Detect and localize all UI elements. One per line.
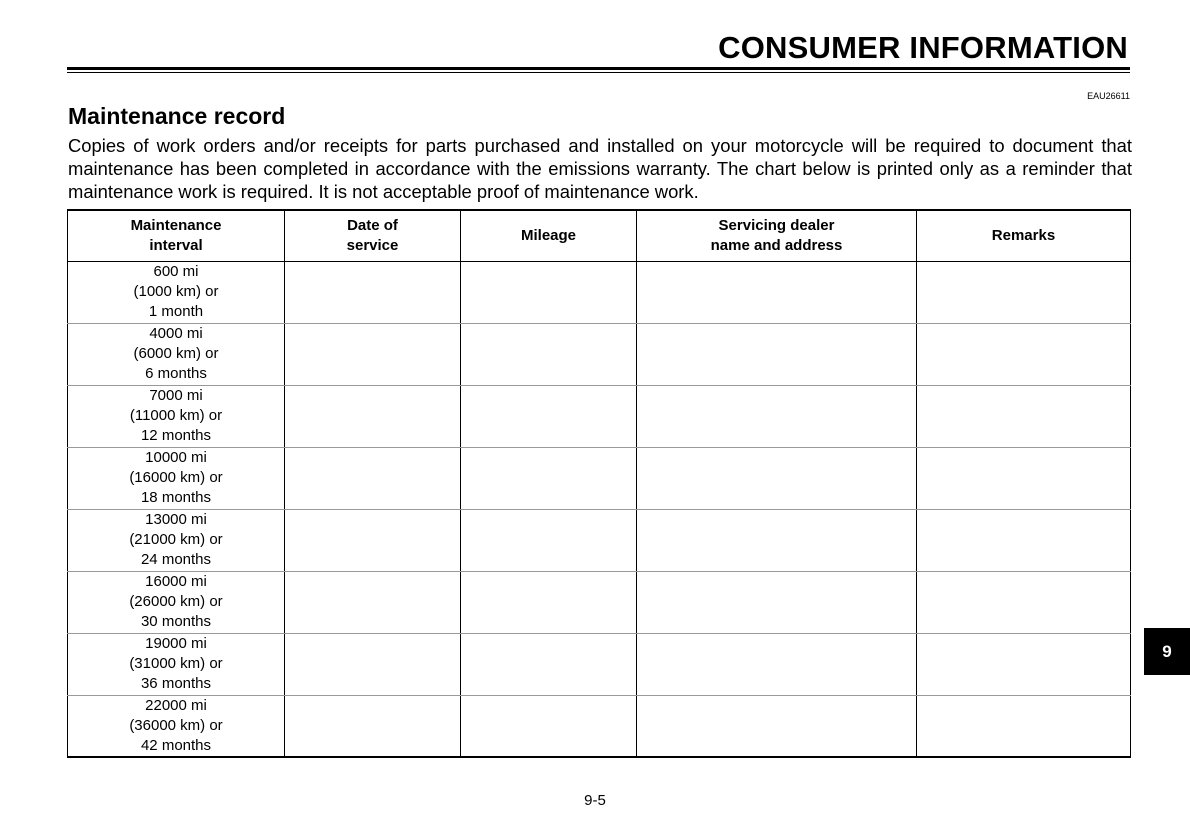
cell-date-of-service[interactable]: [285, 261, 461, 323]
header-rule-thin: [67, 72, 1130, 73]
interval-line: 13000 mi: [145, 511, 207, 528]
interval-line: (21000 km) or: [129, 531, 223, 548]
interval-line: (1000 km) or: [133, 283, 219, 300]
cell-mileage[interactable]: [461, 633, 637, 695]
interval-line: 1 month: [148, 303, 204, 320]
table-row: [68, 509, 1131, 571]
cell-maintenance-interval: [68, 261, 285, 323]
cell-mileage[interactable]: [461, 385, 637, 447]
column-header-servicing-dealer: Servicing dealer name and address: [637, 210, 917, 261]
interval-line: 7000 mi: [149, 387, 203, 404]
interval-line: 4000 mi: [149, 325, 203, 342]
cell-maintenance-interval: [68, 695, 285, 757]
maintenance-record-table: [67, 209, 1131, 758]
chapter-tab: 9: [1144, 628, 1190, 675]
cell-remarks[interactable]: [917, 695, 1131, 757]
intro-paragraph: Copies of work orders and/or receipts for parts purchased and installed on your motorcycle will be required to document that maintenance has been completed in accordance with the emissions warranty. The chart below is printed only as a reminder that maintenance work is required. It is not acceptable proof of maintenance work.: [68, 135, 1132, 202]
section-code: EAU26611: [1087, 91, 1130, 101]
page-header-title: CONSUMER INFORMATION: [718, 30, 1128, 65]
column-header-remarks: Remarks: [917, 210, 1131, 261]
cell-date-of-service[interactable]: [285, 385, 461, 447]
cell-remarks[interactable]: [917, 633, 1131, 695]
cell-mileage[interactable]: [461, 323, 637, 385]
column-header-date-of-service: Date of service: [285, 210, 461, 261]
interval-line: (6000 km) or: [133, 345, 219, 362]
cell-maintenance-interval: [68, 447, 285, 509]
cell-remarks[interactable]: [917, 323, 1131, 385]
cell-servicing-dealer[interactable]: [637, 633, 917, 695]
interval-line: 24 months: [140, 551, 212, 568]
cell-date-of-service[interactable]: [285, 571, 461, 633]
cell-servicing-dealer[interactable]: [637, 261, 917, 323]
cell-remarks[interactable]: [917, 509, 1131, 571]
interval-line: (16000 km) or: [129, 469, 223, 486]
cell-date-of-service[interactable]: [285, 323, 461, 385]
table-row: [68, 261, 1131, 323]
cell-maintenance-interval: [68, 323, 285, 385]
interval-line: 10000 mi: [145, 449, 207, 466]
cell-remarks[interactable]: [917, 571, 1131, 633]
interval-line: 22000 mi: [145, 696, 207, 714]
table-row: [68, 695, 1131, 757]
table-row: [68, 385, 1131, 447]
interval-line: 600 mi: [153, 263, 199, 280]
cell-servicing-dealer[interactable]: [637, 385, 917, 447]
cell-mileage[interactable]: [461, 509, 637, 571]
interval-line: 42 months: [140, 736, 212, 754]
interval-line: 12 months: [140, 427, 212, 444]
header-rule-thick: [67, 67, 1130, 70]
cell-date-of-service[interactable]: [285, 509, 461, 571]
cell-servicing-dealer[interactable]: [637, 447, 917, 509]
cell-servicing-dealer[interactable]: [637, 509, 917, 571]
section-heading: Maintenance record: [68, 103, 286, 129]
interval-line: (36000 km) or: [129, 716, 223, 734]
table-row: [68, 447, 1131, 509]
table-row: [68, 323, 1131, 385]
cell-maintenance-interval: [68, 571, 285, 633]
interval-line: (31000 km) or: [129, 655, 223, 672]
table-row: [68, 633, 1131, 695]
interval-line: 6 months: [145, 365, 207, 382]
cell-mileage[interactable]: [461, 695, 637, 757]
column-header-maintenance-interval: Maintenance interval: [68, 210, 285, 261]
cell-date-of-service[interactable]: [285, 695, 461, 757]
interval-line: 19000 mi: [145, 635, 207, 652]
cell-mileage[interactable]: [461, 447, 637, 509]
cell-servicing-dealer[interactable]: [637, 695, 917, 757]
cell-maintenance-interval: [68, 509, 285, 571]
cell-mileage[interactable]: [461, 261, 637, 323]
cell-servicing-dealer[interactable]: [637, 571, 917, 633]
cell-remarks[interactable]: [917, 385, 1131, 447]
cell-remarks[interactable]: [917, 261, 1131, 323]
cell-mileage[interactable]: [461, 571, 637, 633]
cell-date-of-service[interactable]: [285, 447, 461, 509]
cell-servicing-dealer[interactable]: [637, 323, 917, 385]
table-row: [68, 571, 1131, 633]
interval-line: (11000 km) or: [129, 407, 223, 424]
interval-line: 16000 mi: [145, 573, 207, 590]
interval-line: 30 months: [140, 613, 212, 630]
interval-line: 36 months: [140, 675, 212, 692]
cell-remarks[interactable]: [917, 447, 1131, 509]
cell-maintenance-interval: [68, 385, 285, 447]
cell-date-of-service[interactable]: [285, 633, 461, 695]
interval-line: (26000 km) or: [129, 593, 223, 610]
column-header-mileage: Mileage: [461, 210, 637, 261]
interval-line: 18 months: [140, 489, 212, 506]
page-number: 9-5: [584, 792, 606, 809]
table-header-row: [68, 210, 1131, 261]
cell-maintenance-interval: [68, 633, 285, 695]
